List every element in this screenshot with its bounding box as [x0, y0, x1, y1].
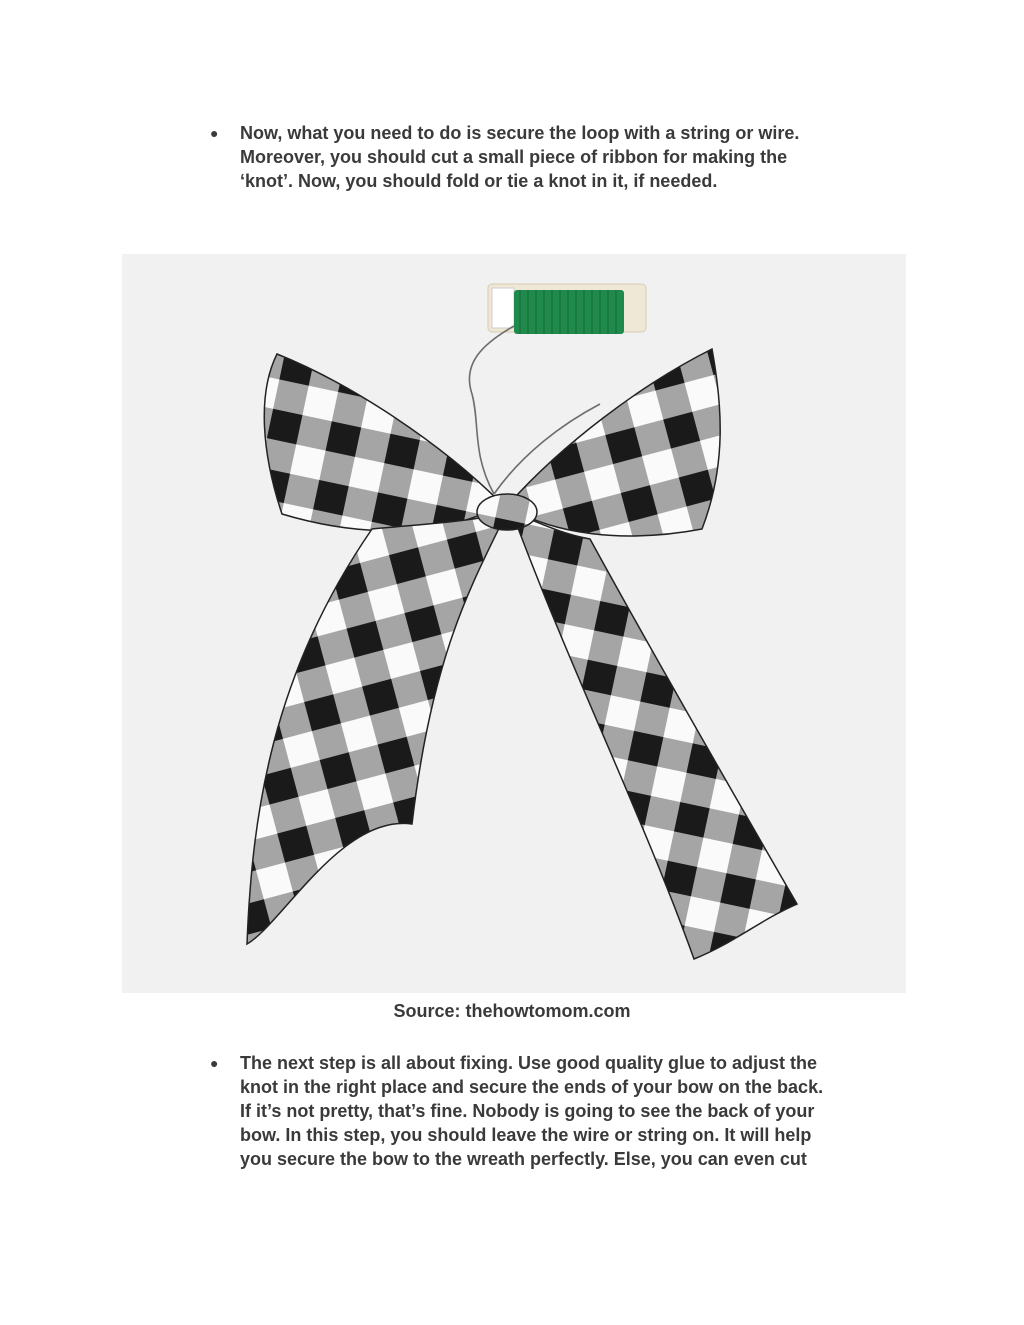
text-line: you secure the bow to the wreath perfectly. Else, you can even cut [240, 1149, 807, 1169]
text-line: If it’s not pretty, that’s fine. Nobody is going to see the back of your [240, 1101, 815, 1121]
text-line: Now, what you need to do is secure the loop with a string or wire. [240, 123, 800, 143]
bullet-text [240, 121, 900, 193]
text-line: ‘knot’. Now, you should fold or tie a knot in it, if needed. [240, 171, 718, 191]
text-line: The next step is all about fixing. Use good quality glue to adjust the [240, 1053, 818, 1073]
bullet-text [240, 1051, 900, 1171]
bullet-item-1 [210, 121, 910, 193]
text-line: knot in the right place and secure the ends of your bow on the back. [240, 1077, 824, 1097]
text-line: bow. In this step, you should leave the wire or string on. It will help [240, 1125, 812, 1145]
text-line: Moreover, you should cut a small piece of ribbon for making the [240, 147, 788, 167]
image-caption: Source: thehowtomom.com [393, 1001, 631, 1021]
bullet-item-2 [210, 1051, 910, 1171]
bullet-marker: ● [210, 125, 219, 141]
bow-photo [122, 254, 906, 993]
bow-knot [477, 494, 537, 530]
bullet-marker: ● [210, 1055, 219, 1071]
